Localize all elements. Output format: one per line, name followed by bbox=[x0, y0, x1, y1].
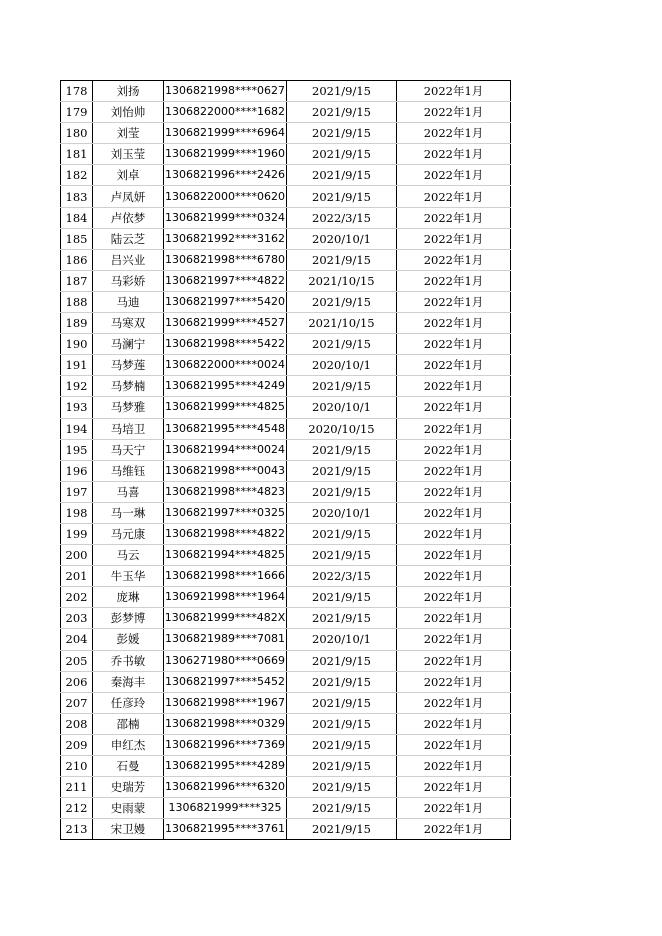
name-cell: 刘卓 bbox=[93, 165, 164, 186]
table-row bbox=[61, 523, 511, 544]
name-cell: 邵楠 bbox=[93, 713, 164, 734]
month-cell: 2022年1月 bbox=[397, 165, 511, 186]
date-cell: 2021/9/15 bbox=[287, 439, 397, 460]
month-cell: 2022年1月 bbox=[397, 81, 511, 102]
name-cell: 马喜 bbox=[93, 481, 164, 502]
table-body bbox=[61, 81, 511, 840]
id-number-cell: 1306821999****1960 bbox=[164, 144, 287, 165]
date-cell: 2020/10/1 bbox=[287, 629, 397, 650]
row-number: 194 bbox=[61, 418, 93, 439]
name-cell: 史雨蒙 bbox=[93, 798, 164, 819]
month-cell: 2022年1月 bbox=[397, 397, 511, 418]
month-cell: 2022年1月 bbox=[397, 713, 511, 734]
month-cell: 2022年1月 bbox=[397, 228, 511, 249]
row-number: 192 bbox=[61, 376, 93, 397]
month-cell: 2022年1月 bbox=[397, 671, 511, 692]
name-cell: 马一琳 bbox=[93, 502, 164, 523]
month-cell: 2022年1月 bbox=[397, 819, 511, 840]
month-cell: 2022年1月 bbox=[397, 334, 511, 355]
name-cell: 马澜宁 bbox=[93, 334, 164, 355]
row-number: 208 bbox=[61, 713, 93, 734]
id-number-cell: 1306821995****4249 bbox=[164, 376, 287, 397]
row-number: 210 bbox=[61, 756, 93, 777]
id-number-cell: 1306822000****0024 bbox=[164, 355, 287, 376]
id-number-cell: 1306821998****4823 bbox=[164, 481, 287, 502]
month-cell: 2022年1月 bbox=[397, 608, 511, 629]
table-row bbox=[61, 460, 511, 481]
date-cell: 2021/9/15 bbox=[287, 756, 397, 777]
date-cell: 2021/9/15 bbox=[287, 334, 397, 355]
month-cell: 2022年1月 bbox=[397, 756, 511, 777]
date-cell: 2021/9/15 bbox=[287, 671, 397, 692]
id-number-cell: 1306821999****482X bbox=[164, 608, 287, 629]
id-number-cell: 1306821998****0329 bbox=[164, 713, 287, 734]
table-row bbox=[61, 587, 511, 608]
date-cell: 2021/9/15 bbox=[287, 123, 397, 144]
name-cell: 马梦雅 bbox=[93, 397, 164, 418]
date-cell: 2021/9/15 bbox=[287, 376, 397, 397]
row-number: 203 bbox=[61, 608, 93, 629]
name-cell: 乔书敏 bbox=[93, 650, 164, 671]
table-row bbox=[61, 608, 511, 629]
name-cell: 宋卫嫚 bbox=[93, 819, 164, 840]
id-number-cell: 1306821989****7081 bbox=[164, 629, 287, 650]
id-number-cell: 1306921998****1964 bbox=[164, 587, 287, 608]
name-cell: 庞琳 bbox=[93, 587, 164, 608]
name-cell: 秦海丰 bbox=[93, 671, 164, 692]
id-number-cell: 1306821997****0325 bbox=[164, 502, 287, 523]
month-cell: 2022年1月 bbox=[397, 523, 511, 544]
id-number-cell: 1306821992****3162 bbox=[164, 228, 287, 249]
month-cell: 2022年1月 bbox=[397, 629, 511, 650]
row-number: 184 bbox=[61, 207, 93, 228]
month-cell: 2022年1月 bbox=[397, 186, 511, 207]
name-cell: 卢凤妍 bbox=[93, 186, 164, 207]
id-number-cell: 1306271980****0669 bbox=[164, 650, 287, 671]
name-cell: 马彩娇 bbox=[93, 270, 164, 291]
table-row bbox=[61, 313, 511, 334]
row-number: 199 bbox=[61, 523, 93, 544]
id-number-cell: 1306821998****6780 bbox=[164, 249, 287, 270]
date-cell: 2021/9/15 bbox=[287, 523, 397, 544]
month-cell: 2022年1月 bbox=[397, 587, 511, 608]
month-cell: 2022年1月 bbox=[397, 123, 511, 144]
row-number: 212 bbox=[61, 798, 93, 819]
table-row bbox=[61, 756, 511, 777]
date-cell: 2021/9/15 bbox=[287, 734, 397, 755]
name-cell: 史瑞芳 bbox=[93, 777, 164, 798]
name-cell: 马天宁 bbox=[93, 439, 164, 460]
table-row bbox=[61, 798, 511, 819]
table-row bbox=[61, 629, 511, 650]
row-number: 198 bbox=[61, 502, 93, 523]
month-cell: 2022年1月 bbox=[397, 355, 511, 376]
name-cell: 吕兴业 bbox=[93, 249, 164, 270]
name-cell: 牛玉华 bbox=[93, 566, 164, 587]
date-cell: 2021/9/15 bbox=[287, 81, 397, 102]
table-row bbox=[61, 165, 511, 186]
name-cell: 马云 bbox=[93, 545, 164, 566]
row-number: 200 bbox=[61, 545, 93, 566]
table-row bbox=[61, 502, 511, 523]
table-row bbox=[61, 650, 511, 671]
row-number: 209 bbox=[61, 734, 93, 755]
id-number-cell: 1306821997****5420 bbox=[164, 291, 287, 312]
id-number-cell: 1306822000****1682 bbox=[164, 102, 287, 123]
row-number: 188 bbox=[61, 291, 93, 312]
id-number-cell: 1306821995****4289 bbox=[164, 756, 287, 777]
id-number-cell: 1306821995****4548 bbox=[164, 418, 287, 439]
month-cell: 2022年1月 bbox=[397, 270, 511, 291]
name-cell: 马迪 bbox=[93, 291, 164, 312]
name-cell: 马寒双 bbox=[93, 313, 164, 334]
month-cell: 2022年1月 bbox=[397, 798, 511, 819]
date-cell: 2022/3/15 bbox=[287, 566, 397, 587]
month-cell: 2022年1月 bbox=[397, 502, 511, 523]
month-cell: 2022年1月 bbox=[397, 692, 511, 713]
row-number: 187 bbox=[61, 270, 93, 291]
row-number: 201 bbox=[61, 566, 93, 587]
row-number: 195 bbox=[61, 439, 93, 460]
date-cell: 2021/9/15 bbox=[287, 545, 397, 566]
name-cell: 任彦玲 bbox=[93, 692, 164, 713]
id-number-cell: 1306821998****4822 bbox=[164, 523, 287, 544]
date-cell: 2021/9/15 bbox=[287, 713, 397, 734]
row-number: 205 bbox=[61, 650, 93, 671]
table-row bbox=[61, 713, 511, 734]
date-cell: 2020/10/15 bbox=[287, 418, 397, 439]
name-cell: 彭梦博 bbox=[93, 608, 164, 629]
table-row bbox=[61, 334, 511, 355]
table-row bbox=[61, 291, 511, 312]
date-cell: 2021/9/15 bbox=[287, 481, 397, 502]
row-number: 204 bbox=[61, 629, 93, 650]
id-number-cell: 1306821998****1666 bbox=[164, 566, 287, 587]
id-number-cell: 1306821998****1967 bbox=[164, 692, 287, 713]
id-number-cell: 1306821999****4825 bbox=[164, 397, 287, 418]
id-number-cell: 1306821998****5422 bbox=[164, 334, 287, 355]
month-cell: 2022年1月 bbox=[397, 102, 511, 123]
date-cell: 2021/10/15 bbox=[287, 313, 397, 334]
date-cell: 2021/10/15 bbox=[287, 270, 397, 291]
date-cell: 2022/3/15 bbox=[287, 207, 397, 228]
date-cell: 2021/9/15 bbox=[287, 692, 397, 713]
table-row bbox=[61, 228, 511, 249]
name-cell: 陆云芝 bbox=[93, 228, 164, 249]
row-number: 179 bbox=[61, 102, 93, 123]
id-number-cell: 1306821997****5452 bbox=[164, 671, 287, 692]
row-number: 206 bbox=[61, 671, 93, 692]
name-cell: 申红杰 bbox=[93, 734, 164, 755]
row-number: 186 bbox=[61, 249, 93, 270]
row-number: 202 bbox=[61, 587, 93, 608]
table-row bbox=[61, 355, 511, 376]
id-number-cell: 1306821999****6964 bbox=[164, 123, 287, 144]
name-cell: 刘扬 bbox=[93, 81, 164, 102]
name-cell: 刘玉莹 bbox=[93, 144, 164, 165]
table-row bbox=[61, 102, 511, 123]
name-cell: 马培卫 bbox=[93, 418, 164, 439]
row-number: 189 bbox=[61, 313, 93, 334]
name-cell: 石曼 bbox=[93, 756, 164, 777]
month-cell: 2022年1月 bbox=[397, 650, 511, 671]
table-row bbox=[61, 81, 511, 102]
month-cell: 2022年1月 bbox=[397, 376, 511, 397]
month-cell: 2022年1月 bbox=[397, 566, 511, 587]
id-number-cell: 1306821994****4825 bbox=[164, 545, 287, 566]
row-number: 213 bbox=[61, 819, 93, 840]
id-number-cell: 1306821996****2426 bbox=[164, 165, 287, 186]
date-cell: 2020/10/1 bbox=[287, 228, 397, 249]
row-number: 197 bbox=[61, 481, 93, 502]
month-cell: 2022年1月 bbox=[397, 207, 511, 228]
date-cell: 2021/9/15 bbox=[287, 777, 397, 798]
date-cell: 2021/9/15 bbox=[287, 650, 397, 671]
table-row bbox=[61, 144, 511, 165]
id-number-cell: 1306821999****4527 bbox=[164, 313, 287, 334]
row-number: 180 bbox=[61, 123, 93, 144]
table-row bbox=[61, 734, 511, 755]
date-cell: 2021/9/15 bbox=[287, 165, 397, 186]
table-row bbox=[61, 481, 511, 502]
id-number-cell: 1306821999****0324 bbox=[164, 207, 287, 228]
date-cell: 2021/9/15 bbox=[287, 144, 397, 165]
month-cell: 2022年1月 bbox=[397, 144, 511, 165]
row-number: 193 bbox=[61, 397, 93, 418]
table-row bbox=[61, 249, 511, 270]
date-cell: 2021/9/15 bbox=[287, 102, 397, 123]
date-cell: 2020/10/1 bbox=[287, 502, 397, 523]
date-cell: 2020/10/1 bbox=[287, 355, 397, 376]
date-cell: 2020/10/1 bbox=[287, 397, 397, 418]
id-number-cell: 1306821999****325 bbox=[164, 798, 287, 819]
row-number: 182 bbox=[61, 165, 93, 186]
date-cell: 2021/9/15 bbox=[287, 798, 397, 819]
id-number-cell: 1306821995****3761 bbox=[164, 819, 287, 840]
table-row bbox=[61, 186, 511, 207]
table-row bbox=[61, 692, 511, 713]
table-row bbox=[61, 207, 511, 228]
table-row bbox=[61, 671, 511, 692]
month-cell: 2022年1月 bbox=[397, 249, 511, 270]
name-cell: 卢依梦 bbox=[93, 207, 164, 228]
name-cell: 马梦楠 bbox=[93, 376, 164, 397]
id-number-cell: 1306821998****0043 bbox=[164, 460, 287, 481]
date-cell: 2021/9/15 bbox=[287, 460, 397, 481]
table-row bbox=[61, 270, 511, 291]
month-cell: 2022年1月 bbox=[397, 777, 511, 798]
date-cell: 2021/9/15 bbox=[287, 608, 397, 629]
table-row bbox=[61, 376, 511, 397]
month-cell: 2022年1月 bbox=[397, 481, 511, 502]
name-cell: 马元康 bbox=[93, 523, 164, 544]
date-cell: 2021/9/15 bbox=[287, 819, 397, 840]
table-row bbox=[61, 819, 511, 840]
id-number-cell: 1306822000****0620 bbox=[164, 186, 287, 207]
id-number-cell: 1306821996****6320 bbox=[164, 777, 287, 798]
table-row bbox=[61, 397, 511, 418]
table-row bbox=[61, 545, 511, 566]
id-number-cell: 1306821998****0627 bbox=[164, 81, 287, 102]
roster-table bbox=[60, 80, 511, 840]
table-row bbox=[61, 123, 511, 144]
row-number: 183 bbox=[61, 186, 93, 207]
id-number-cell: 1306821996****7369 bbox=[164, 734, 287, 755]
row-number: 207 bbox=[61, 692, 93, 713]
row-number: 178 bbox=[61, 81, 93, 102]
row-number: 185 bbox=[61, 228, 93, 249]
name-cell: 马维钰 bbox=[93, 460, 164, 481]
name-cell: 彭媛 bbox=[93, 629, 164, 650]
row-number: 190 bbox=[61, 334, 93, 355]
month-cell: 2022年1月 bbox=[397, 291, 511, 312]
date-cell: 2021/9/15 bbox=[287, 249, 397, 270]
id-number-cell: 1306821994****0024 bbox=[164, 439, 287, 460]
table-row bbox=[61, 418, 511, 439]
table-row bbox=[61, 566, 511, 587]
month-cell: 2022年1月 bbox=[397, 545, 511, 566]
row-number: 211 bbox=[61, 777, 93, 798]
date-cell: 2021/9/15 bbox=[287, 587, 397, 608]
date-cell: 2021/9/15 bbox=[287, 186, 397, 207]
name-cell: 马梦莲 bbox=[93, 355, 164, 376]
table-row bbox=[61, 439, 511, 460]
month-cell: 2022年1月 bbox=[397, 734, 511, 755]
name-cell: 刘怡帅 bbox=[93, 102, 164, 123]
row-number: 181 bbox=[61, 144, 93, 165]
table-row bbox=[61, 777, 511, 798]
date-cell: 2021/9/15 bbox=[287, 291, 397, 312]
row-number: 196 bbox=[61, 460, 93, 481]
month-cell: 2022年1月 bbox=[397, 460, 511, 481]
month-cell: 2022年1月 bbox=[397, 418, 511, 439]
name-cell: 刘莹 bbox=[93, 123, 164, 144]
row-number: 191 bbox=[61, 355, 93, 376]
month-cell: 2022年1月 bbox=[397, 313, 511, 334]
id-number-cell: 1306821997****4822 bbox=[164, 270, 287, 291]
month-cell: 2022年1月 bbox=[397, 439, 511, 460]
